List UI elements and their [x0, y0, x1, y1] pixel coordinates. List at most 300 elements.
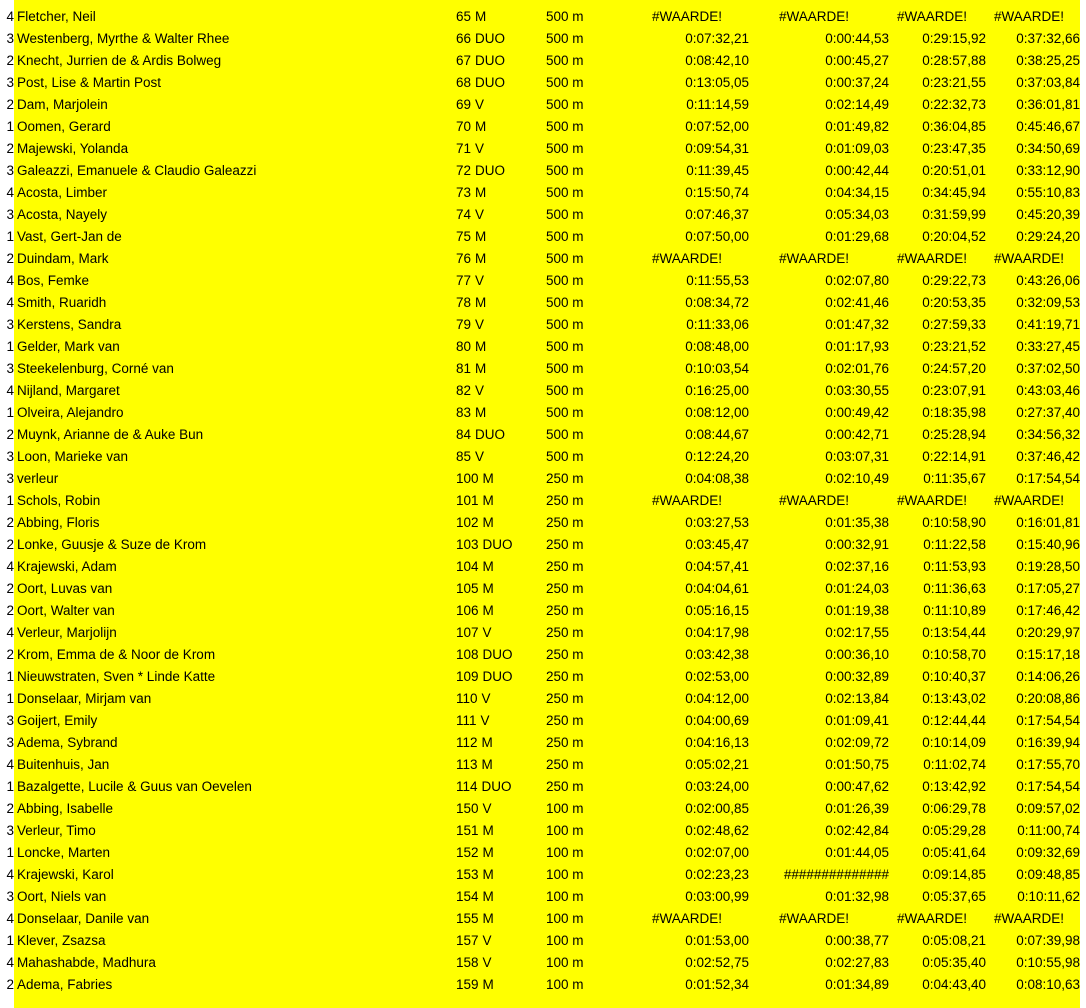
- time-2-cell[interactable]: 0:01:17,93: [825, 339, 889, 354]
- lane-cell[interactable]: 4: [0, 754, 14, 776]
- participant-name-cell[interactable]: Lonke, Guusje & Suze de Krom: [17, 537, 207, 552]
- start-number-cell[interactable]: [445, 732, 542, 754]
- time-2-cell[interactable]: 0:01:49,82: [825, 119, 889, 134]
- participant-name-cell[interactable]: Bos, Femke: [17, 273, 90, 288]
- time-3-cell[interactable]: 0:29:22,73: [922, 273, 986, 288]
- time-1-cell[interactable]: 0:07:32,21: [685, 31, 749, 46]
- lane-cell[interactable]: 3: [0, 358, 14, 380]
- start-number-cell[interactable]: [445, 138, 542, 160]
- total-time-cell[interactable]: 0:07:39,98: [1016, 933, 1080, 948]
- time-3-cell[interactable]: 0:29:15,92: [922, 31, 986, 46]
- time-2-cell[interactable]: 0:01:50,75: [825, 757, 889, 772]
- start-number-cell[interactable]: [445, 292, 542, 314]
- table-row[interactable]: [0, 468, 1086, 490]
- time-1-cell[interactable]: 0:05:02,21: [685, 757, 749, 772]
- time-2-cell[interactable]: 0:02:37,16: [825, 559, 889, 574]
- total-time-cell[interactable]: 0:19:28,50: [1016, 559, 1080, 574]
- distance-cell[interactable]: 250 m: [546, 735, 584, 750]
- lane-cell[interactable]: 3: [0, 28, 14, 50]
- time-2-cell[interactable]: 0:02:42,84: [825, 823, 889, 838]
- participant-name-cell[interactable]: Westenberg, Myrthe & Walter Rhee: [17, 31, 230, 46]
- time-1-cell[interactable]: 0:03:45,47: [685, 537, 749, 552]
- time-3-cell[interactable]: 0:10:58,90: [922, 515, 986, 530]
- distance-cell[interactable]: 500 m: [546, 273, 584, 288]
- time-3-cell[interactable]: #WAARDE!: [897, 251, 968, 266]
- start-number-cell[interactable]: [445, 666, 542, 688]
- lane-cell[interactable]: 3: [0, 468, 14, 490]
- time-3-cell[interactable]: 0:18:35,98: [922, 405, 986, 420]
- time-2-cell[interactable]: 0:01:09,03: [825, 141, 889, 156]
- participant-name-cell[interactable]: Majewski, Yolanda: [17, 141, 129, 156]
- time-3-cell[interactable]: #WAARDE!: [897, 9, 968, 24]
- time-2-cell[interactable]: #WAARDE!: [779, 493, 850, 508]
- start-number-cell[interactable]: [445, 886, 542, 908]
- distance-cell[interactable]: 100 m: [546, 955, 584, 970]
- participant-name-cell[interactable]: Donselaar, Mirjam van: [17, 691, 152, 706]
- time-3-cell[interactable]: 0:13:54,44: [922, 625, 986, 640]
- table-row[interactable]: [0, 226, 1086, 248]
- table-row[interactable]: [0, 710, 1086, 732]
- time-1-cell[interactable]: 0:01:53,00: [685, 933, 749, 948]
- lane-cell[interactable]: 4: [0, 952, 14, 974]
- total-time-cell[interactable]: 0:17:54,54: [1016, 779, 1080, 794]
- time-2-cell[interactable]: 0:01:29,68: [825, 229, 889, 244]
- participant-name-cell[interactable]: Duindam, Mark: [17, 251, 109, 266]
- distance-cell[interactable]: 500 m: [546, 405, 584, 420]
- total-time-cell[interactable]: 0:08:10,63: [1016, 977, 1080, 992]
- lane-cell[interactable]: 1: [0, 116, 14, 138]
- start-number-cell[interactable]: [445, 182, 542, 204]
- time-3-cell[interactable]: 0:11:02,74: [923, 757, 986, 772]
- distance-cell[interactable]: 250 m: [546, 603, 584, 618]
- time-1-cell[interactable]: 0:07:46,37: [685, 207, 749, 222]
- time-3-cell[interactable]: 0:10:58,70: [922, 647, 986, 662]
- time-3-cell[interactable]: 0:27:59,33: [922, 317, 986, 332]
- lane-cell[interactable]: 2: [0, 512, 14, 534]
- distance-cell[interactable]: 500 m: [546, 449, 584, 464]
- table-row[interactable]: [0, 952, 1086, 974]
- participant-name-cell[interactable]: Gelder, Mark van: [17, 339, 120, 354]
- distance-cell[interactable]: 500 m: [546, 295, 584, 310]
- time-2-cell[interactable]: 0:01:34,89: [825, 977, 889, 992]
- time-2-cell[interactable]: #WAARDE!: [779, 9, 850, 24]
- total-time-cell[interactable]: 0:36:01,81: [1016, 97, 1080, 112]
- table-row[interactable]: [0, 248, 1086, 270]
- start-number-cell[interactable]: [445, 226, 542, 248]
- time-2-cell[interactable]: 0:00:32,91: [825, 537, 889, 552]
- start-number-cell[interactable]: [445, 358, 542, 380]
- time-2-cell[interactable]: 0:01:24,03: [825, 581, 889, 596]
- start-number-cell[interactable]: [445, 754, 542, 776]
- time-3-cell[interactable]: 0:11:10,89: [923, 603, 986, 618]
- time-1-cell[interactable]: 0:02:07,00: [685, 845, 749, 860]
- time-1-cell[interactable]: 0:09:54,31: [685, 141, 749, 156]
- time-3-cell[interactable]: 0:24:57,20: [922, 361, 986, 376]
- time-3-cell[interactable]: 0:20:04,52: [922, 229, 986, 244]
- distance-cell[interactable]: 250 m: [546, 713, 584, 728]
- table-row[interactable]: [0, 160, 1086, 182]
- table-row[interactable]: [0, 72, 1086, 94]
- lane-cell[interactable]: 1: [0, 402, 14, 424]
- participant-name-cell[interactable]: Adema, Fabries: [17, 977, 113, 992]
- participant-name-cell[interactable]: Abbing, Isabelle: [17, 801, 114, 816]
- lane-cell[interactable]: 3: [0, 314, 14, 336]
- time-1-cell[interactable]: 0:11:55,53: [686, 273, 749, 288]
- time-3-cell[interactable]: 0:05:29,28: [922, 823, 986, 838]
- table-row[interactable]: [0, 314, 1086, 336]
- lane-cell[interactable]: 2: [0, 600, 14, 622]
- total-time-cell[interactable]: 0:09:48,85: [1016, 867, 1080, 882]
- lane-cell[interactable]: 3: [0, 710, 14, 732]
- distance-cell[interactable]: 500 m: [546, 163, 584, 178]
- participant-name-cell[interactable]: Krom, Emma de & Noor de Krom: [17, 647, 216, 662]
- participant-name-cell[interactable]: Oort, Luvas van: [17, 581, 113, 596]
- start-number-cell[interactable]: [445, 512, 542, 534]
- time-2-cell[interactable]: 0:02:10,49: [825, 471, 889, 486]
- total-time-cell[interactable]: 0:16:39,94: [1016, 735, 1080, 750]
- table-row[interactable]: [0, 908, 1086, 930]
- total-time-cell[interactable]: 0:43:03,46: [1016, 383, 1080, 398]
- time-2-cell[interactable]: 0:00:44,53: [825, 31, 889, 46]
- start-number-cell[interactable]: [445, 908, 542, 930]
- lane-cell[interactable]: 1: [0, 842, 14, 864]
- time-3-cell[interactable]: 0:11:22,58: [923, 537, 986, 552]
- table-row[interactable]: [0, 930, 1086, 952]
- total-time-cell[interactable]: #WAARDE!: [994, 9, 1065, 24]
- time-1-cell[interactable]: 0:07:50,00: [685, 229, 749, 244]
- total-time-cell[interactable]: 0:16:01,81: [1016, 515, 1080, 530]
- total-time-cell[interactable]: 0:33:27,45: [1016, 339, 1080, 354]
- participant-name-cell[interactable]: Abbing, Floris: [17, 515, 100, 530]
- table-row[interactable]: [0, 732, 1086, 754]
- time-2-cell[interactable]: 0:03:07,31: [825, 449, 889, 464]
- time-2-cell[interactable]: 0:01:19,38: [825, 603, 889, 618]
- lane-cell[interactable]: 3: [0, 446, 14, 468]
- total-time-cell[interactable]: 0:20:08,86: [1016, 691, 1080, 706]
- time-3-cell[interactable]: 0:10:40,37: [922, 669, 986, 684]
- time-1-cell[interactable]: 0:08:42,10: [685, 53, 749, 68]
- start-number-cell[interactable]: [445, 204, 542, 226]
- time-2-cell[interactable]: 0:02:13,84: [825, 691, 889, 706]
- time-2-cell[interactable]: 0:01:09,41: [825, 713, 889, 728]
- total-time-cell[interactable]: 0:10:55,98: [1016, 955, 1080, 970]
- participant-name-cell[interactable]: Vast, Gert-Jan de: [17, 229, 122, 244]
- time-2-cell[interactable]: 0:01:35,38: [825, 515, 889, 530]
- time-3-cell[interactable]: 0:06:29,78: [922, 801, 986, 816]
- distance-cell[interactable]: 250 m: [546, 691, 584, 706]
- distance-cell[interactable]: 250 m: [546, 625, 584, 640]
- lane-cell[interactable]: 4: [0, 556, 14, 578]
- time-1-cell[interactable]: #WAARDE!: [652, 251, 723, 266]
- lane-cell[interactable]: 2: [0, 424, 14, 446]
- start-number-cell[interactable]: [445, 974, 542, 996]
- table-row[interactable]: [0, 182, 1086, 204]
- time-3-cell[interactable]: 0:23:47,35: [922, 141, 986, 156]
- time-3-cell[interactable]: 0:23:21,55: [922, 75, 986, 90]
- total-time-cell[interactable]: 0:17:54,54: [1016, 713, 1080, 728]
- start-number-cell[interactable]: [445, 952, 542, 974]
- lane-cell[interactable]: 2: [0, 138, 14, 160]
- time-1-cell[interactable]: 0:04:17,98: [685, 625, 749, 640]
- time-3-cell[interactable]: 0:11:36,63: [923, 581, 986, 596]
- time-2-cell[interactable]: 0:01:32,98: [825, 889, 889, 904]
- time-3-cell[interactable]: 0:36:04,85: [922, 119, 986, 134]
- table-row[interactable]: [0, 358, 1086, 380]
- time-3-cell[interactable]: 0:20:51,01: [922, 163, 986, 178]
- participant-name-cell[interactable]: Oort, Walter van: [17, 603, 115, 618]
- participant-name-cell[interactable]: Muynk, Arianne de & Auke Bun: [17, 427, 204, 442]
- time-3-cell[interactable]: 0:10:14,09: [922, 735, 986, 750]
- start-number-cell[interactable]: [445, 688, 542, 710]
- time-2-cell[interactable]: 0:00:47,62: [825, 779, 889, 794]
- table-row[interactable]: [0, 292, 1086, 314]
- participant-name-cell[interactable]: Nieuwstraten, Sven * Linde Katte: [17, 669, 216, 684]
- distance-cell[interactable]: 500 m: [546, 31, 584, 46]
- distance-cell[interactable]: 250 m: [546, 757, 584, 772]
- lane-cell[interactable]: 4: [0, 270, 14, 292]
- participant-name-cell[interactable]: Knecht, Jurrien de & Ardis Bolweg: [17, 53, 222, 68]
- total-time-cell[interactable]: 0:10:11,62: [1017, 889, 1080, 904]
- distance-cell[interactable]: 250 m: [546, 471, 584, 486]
- distance-cell[interactable]: 100 m: [546, 911, 584, 926]
- table-row[interactable]: [0, 776, 1086, 798]
- total-time-cell[interactable]: 0:45:46,67: [1016, 119, 1080, 134]
- participant-name-cell[interactable]: Oomen, Gerard: [17, 119, 111, 134]
- total-time-cell[interactable]: 0:33:12,90: [1016, 163, 1080, 178]
- table-row[interactable]: [0, 754, 1086, 776]
- table-row[interactable]: [0, 644, 1086, 666]
- distance-cell[interactable]: 250 m: [546, 537, 584, 552]
- distance-cell[interactable]: 500 m: [546, 317, 584, 332]
- lane-cell[interactable]: 2: [0, 50, 14, 72]
- time-1-cell[interactable]: 0:03:27,53: [685, 515, 749, 530]
- time-3-cell[interactable]: 0:11:53,93: [923, 559, 986, 574]
- total-time-cell[interactable]: 0:09:32,69: [1016, 845, 1080, 860]
- time-2-cell[interactable]: 0:03:30,55: [825, 383, 889, 398]
- total-time-cell[interactable]: 0:27:37,40: [1016, 405, 1080, 420]
- lane-cell[interactable]: 2: [0, 644, 14, 666]
- time-3-cell[interactable]: 0:11:35,67: [923, 471, 986, 486]
- time-2-cell[interactable]: 0:04:34,15: [825, 185, 889, 200]
- total-time-cell[interactable]: 0:14:06,26: [1016, 669, 1080, 684]
- total-time-cell[interactable]: 0:29:24,20: [1016, 229, 1080, 244]
- time-2-cell[interactable]: 0:05:34,03: [825, 207, 889, 222]
- time-1-cell[interactable]: 0:08:12,00: [685, 405, 749, 420]
- time-3-cell[interactable]: 0:09:14,85: [922, 867, 986, 882]
- time-1-cell[interactable]: 0:08:44,67: [685, 427, 749, 442]
- table-row[interactable]: [0, 974, 1086, 996]
- distance-cell[interactable]: 500 m: [546, 339, 584, 354]
- time-2-cell[interactable]: 0:02:41,46: [825, 295, 889, 310]
- lane-cell[interactable]: 1: [0, 776, 14, 798]
- start-number-cell[interactable]: [445, 622, 542, 644]
- time-2-cell[interactable]: 0:00:42,71: [825, 427, 889, 442]
- time-2-cell[interactable]: ##############: [783, 867, 889, 882]
- start-number-cell[interactable]: [445, 776, 542, 798]
- participant-name-cell[interactable]: Mahashabde, Madhura: [17, 955, 156, 970]
- distance-cell[interactable]: 250 m: [546, 581, 584, 596]
- participant-name-cell[interactable]: Oort, Niels van: [17, 889, 107, 904]
- time-2-cell[interactable]: #WAARDE!: [779, 911, 850, 926]
- participant-name-cell[interactable]: Verleur, Marjolijn: [17, 625, 117, 640]
- time-1-cell[interactable]: 0:02:00,85: [685, 801, 749, 816]
- time-3-cell[interactable]: 0:12:44,44: [922, 713, 986, 728]
- total-time-cell[interactable]: 0:37:32,66: [1016, 31, 1080, 46]
- participant-name-cell[interactable]: Verleur, Timo: [17, 823, 96, 838]
- time-1-cell[interactable]: 0:15:50,74: [685, 185, 749, 200]
- time-1-cell[interactable]: 0:04:57,41: [685, 559, 749, 574]
- participant-name-cell[interactable]: Bazalgette, Lucile & Guus van Oevelen: [17, 779, 252, 794]
- time-3-cell[interactable]: 0:13:43,02: [922, 691, 986, 706]
- distance-cell[interactable]: 100 m: [546, 845, 584, 860]
- lane-cell[interactable]: 2: [0, 974, 14, 996]
- time-2-cell[interactable]: 0:02:27,83: [825, 955, 889, 970]
- distance-cell[interactable]: 500 m: [546, 207, 584, 222]
- lane-cell[interactable]: 1: [0, 226, 14, 248]
- lane-cell[interactable]: 2: [0, 534, 14, 556]
- time-3-cell[interactable]: 0:20:53,35: [922, 295, 986, 310]
- time-2-cell[interactable]: #WAARDE!: [779, 251, 850, 266]
- lane-cell[interactable]: 2: [0, 248, 14, 270]
- distance-cell[interactable]: 250 m: [546, 493, 584, 508]
- total-time-cell[interactable]: #WAARDE!: [994, 911, 1065, 926]
- total-time-cell[interactable]: #WAARDE!: [994, 493, 1065, 508]
- table-row[interactable]: [0, 864, 1086, 886]
- participant-name-cell[interactable]: Krajewski, Adam: [17, 559, 117, 574]
- table-row[interactable]: [0, 490, 1086, 512]
- time-2-cell[interactable]: 0:02:01,76: [825, 361, 889, 376]
- time-1-cell[interactable]: 0:04:00,69: [685, 713, 749, 728]
- participant-name-cell[interactable]: Krajewski, Karol: [17, 867, 114, 882]
- total-time-cell[interactable]: 0:17:55,70: [1016, 757, 1080, 772]
- time-2-cell[interactable]: 0:02:07,80: [825, 273, 889, 288]
- lane-cell[interactable]: 2: [0, 578, 14, 600]
- lane-cell[interactable]: 1: [0, 336, 14, 358]
- table-row[interactable]: [0, 600, 1086, 622]
- distance-cell[interactable]: 500 m: [546, 53, 584, 68]
- start-number-cell[interactable]: [445, 248, 542, 270]
- distance-cell[interactable]: 500 m: [546, 9, 584, 24]
- time-1-cell[interactable]: 0:11:39,45: [686, 163, 749, 178]
- table-row[interactable]: [0, 886, 1086, 908]
- total-time-cell[interactable]: 0:11:00,74: [1017, 823, 1080, 838]
- total-time-cell[interactable]: 0:17:46,42: [1016, 603, 1080, 618]
- start-number-cell[interactable]: [445, 160, 542, 182]
- time-1-cell[interactable]: 0:16:25,00: [685, 383, 749, 398]
- distance-cell[interactable]: 500 m: [546, 141, 584, 156]
- time-2-cell[interactable]: 0:00:49,42: [825, 405, 889, 420]
- participant-name-cell[interactable]: Donselaar, Danile van: [17, 911, 150, 926]
- start-number-cell[interactable]: [445, 336, 542, 358]
- start-number-cell[interactable]: [445, 798, 542, 820]
- participant-name-cell[interactable]: Kerstens, Sandra: [17, 317, 122, 332]
- time-2-cell[interactable]: 0:00:36,10: [825, 647, 889, 662]
- start-number-cell[interactable]: [445, 94, 542, 116]
- time-1-cell[interactable]: 0:03:42,38: [685, 647, 749, 662]
- time-3-cell[interactable]: 0:22:32,73: [922, 97, 986, 112]
- total-time-cell[interactable]: 0:41:19,71: [1016, 317, 1080, 332]
- participant-name-cell[interactable]: Buitenhuis, Jan: [17, 757, 110, 772]
- lane-cell[interactable]: 4: [0, 182, 14, 204]
- table-row[interactable]: [0, 798, 1086, 820]
- table-row[interactable]: [0, 28, 1086, 50]
- start-number-cell[interactable]: [445, 270, 542, 292]
- start-number-cell[interactable]: [445, 380, 542, 402]
- distance-cell[interactable]: 500 m: [546, 361, 584, 376]
- table-row[interactable]: [0, 556, 1086, 578]
- start-number-cell[interactable]: [445, 710, 542, 732]
- table-row[interactable]: [0, 94, 1086, 116]
- distance-cell[interactable]: 100 m: [546, 823, 584, 838]
- time-2-cell[interactable]: 0:01:47,32: [825, 317, 889, 332]
- distance-cell[interactable]: 500 m: [546, 97, 584, 112]
- start-number-cell[interactable]: [445, 534, 542, 556]
- table-row[interactable]: [0, 578, 1086, 600]
- participant-name-cell[interactable]: Nijland, Margaret: [17, 383, 120, 398]
- table-row[interactable]: [0, 138, 1086, 160]
- time-3-cell[interactable]: #WAARDE!: [897, 911, 968, 926]
- lane-cell[interactable]: 4: [0, 292, 14, 314]
- start-number-cell[interactable]: [445, 28, 542, 50]
- lane-cell[interactable]: 3: [0, 732, 14, 754]
- lane-cell[interactable]: 3: [0, 160, 14, 182]
- participant-name-cell[interactable]: Acosta, Nayely: [17, 207, 108, 222]
- time-1-cell[interactable]: 0:03:24,00: [685, 779, 749, 794]
- participant-name-cell[interactable]: Adema, Sybrand: [17, 735, 118, 750]
- distance-cell[interactable]: 500 m: [546, 251, 584, 266]
- start-number-cell[interactable]: [445, 6, 542, 28]
- start-number-cell[interactable]: [445, 820, 542, 842]
- table-row[interactable]: [0, 622, 1086, 644]
- lane-cell[interactable]: 1: [0, 490, 14, 512]
- total-time-cell[interactable]: 0:17:05,27: [1016, 581, 1080, 596]
- time-2-cell[interactable]: 0:02:09,72: [825, 735, 889, 750]
- table-row[interactable]: [0, 842, 1086, 864]
- total-time-cell[interactable]: 0:38:25,25: [1016, 53, 1080, 68]
- distance-cell[interactable]: 250 m: [546, 559, 584, 574]
- distance-cell[interactable]: 500 m: [546, 427, 584, 442]
- table-row[interactable]: [0, 512, 1086, 534]
- time-2-cell[interactable]: 0:01:26,39: [825, 801, 889, 816]
- total-time-cell[interactable]: 0:20:29,97: [1016, 625, 1080, 640]
- time-3-cell[interactable]: 0:23:07,91: [922, 383, 986, 398]
- start-number-cell[interactable]: [445, 578, 542, 600]
- lane-cell[interactable]: 4: [0, 864, 14, 886]
- lane-cell[interactable]: 3: [0, 820, 14, 842]
- start-number-cell[interactable]: [445, 468, 542, 490]
- participant-name-cell[interactable]: verleur: [17, 471, 59, 486]
- participant-name-cell[interactable]: Smith, Ruaridh: [17, 295, 107, 310]
- table-row[interactable]: [0, 666, 1086, 688]
- start-number-cell[interactable]: [445, 116, 542, 138]
- distance-cell[interactable]: 100 m: [546, 867, 584, 882]
- start-number-cell[interactable]: [445, 446, 542, 468]
- participant-name-cell[interactable]: Dam, Marjolein: [17, 97, 108, 112]
- participant-name-cell[interactable]: Schols, Robin: [17, 493, 101, 508]
- lane-cell[interactable]: 1: [0, 666, 14, 688]
- participant-name-cell[interactable]: Acosta, Limber: [17, 185, 108, 200]
- table-row[interactable]: [0, 270, 1086, 292]
- distance-cell[interactable]: 500 m: [546, 383, 584, 398]
- total-time-cell[interactable]: 0:43:26,06: [1016, 273, 1080, 288]
- time-1-cell[interactable]: 0:02:52,75: [685, 955, 749, 970]
- table-row[interactable]: [0, 446, 1086, 468]
- lane-cell[interactable]: 1: [0, 930, 14, 952]
- table-row[interactable]: [0, 204, 1086, 226]
- total-time-cell[interactable]: 0:37:02,50: [1016, 361, 1080, 376]
- time-3-cell[interactable]: 0:25:28,94: [922, 427, 986, 442]
- participant-name-cell[interactable]: Post, Lise & Martin Post: [17, 75, 162, 90]
